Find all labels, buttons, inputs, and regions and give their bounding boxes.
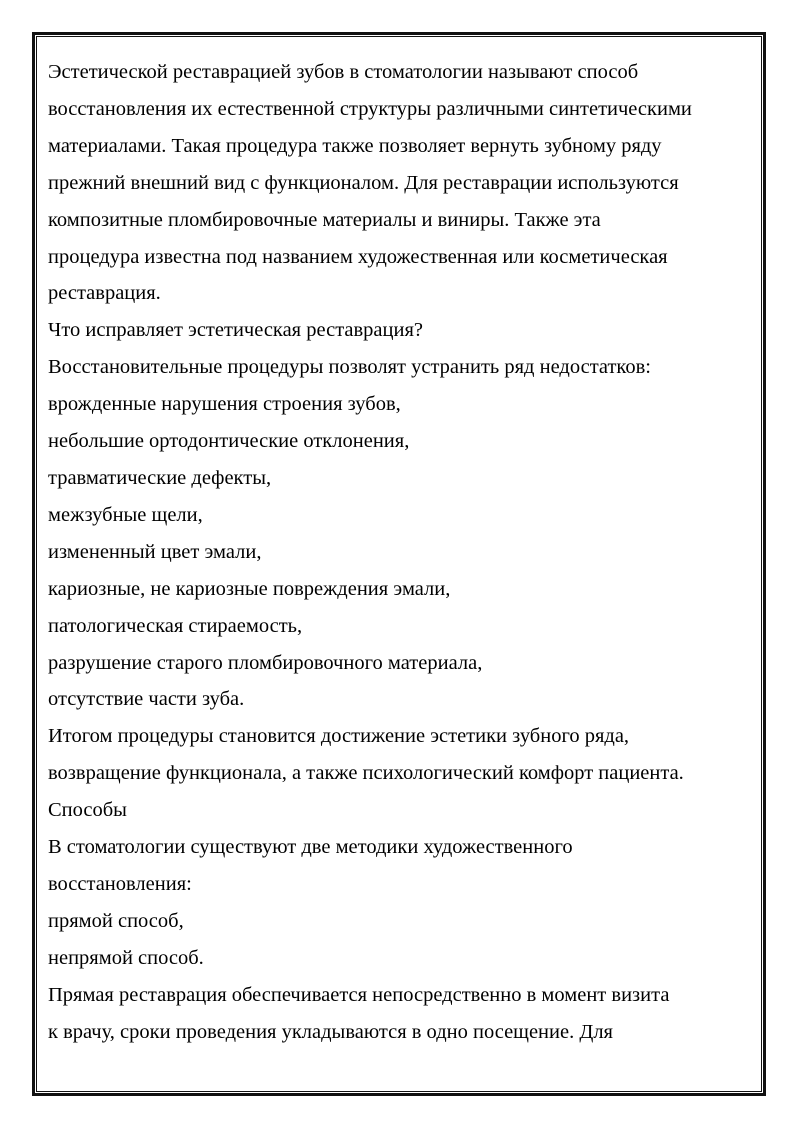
list-item: отсутствие части зуба. [48,688,245,711]
text-line: материалами. Такая процедура также позволяет вернуть зубному ряду [48,134,662,157]
text-line: композитные пломбировочные материалы и виниры. Также эта [48,208,601,231]
text-line: прежний внешний вид с функционалом. Для реставрации используются [48,171,679,194]
text-line: Прямая реставрация обеспечивается непосредственно в момент визита [48,983,670,1006]
list-item: непрямой способ. [48,946,204,969]
text-line: В стоматологии существуют две методики художественного [48,836,573,859]
text-line: реставрация. [48,282,161,305]
section-heading: Что исправляет эстетическая реставрация? [48,319,423,342]
list-item: патологическая стираемость, [48,614,303,637]
list-item: врожденные нарушения строения зубов, [48,393,401,416]
text-line: процедура известна под названием художественная или косметическая [48,245,668,268]
text-line: Итогом процедуры становится достижение эстетики зубного ряда, [48,725,630,748]
document-body [48,54,748,1050]
text-line: к врачу, сроки проведения укладываются в одно посещение. Для [48,1020,613,1043]
text-line: Восстановительные процедуры позволят устранить ряд недостатков: [48,356,651,379]
list-item: измененный цвет эмали, [48,540,262,563]
text-line: возвращение функционала, а также психологический комфорт пациента. [48,762,684,785]
list-item: травматические дефекты, [48,466,272,489]
text-line: восстановления: [48,872,192,895]
list-item: разрушение старого пломбировочного материала, [48,651,483,674]
list-item: межзубные щели, [48,503,203,526]
list-item: прямой способ, [48,909,184,932]
list-item: небольшие ортодонтические отклонения, [48,430,410,453]
list-item: кариозные, не кариозные повреждения эмали, [48,577,451,600]
section-heading: Способы [48,799,127,822]
text-line: Эстетической реставрацией зубов в стоматологии называют способ [48,61,639,83]
text-line: восстановления их естественной структуры различными синтетическими [48,97,692,120]
